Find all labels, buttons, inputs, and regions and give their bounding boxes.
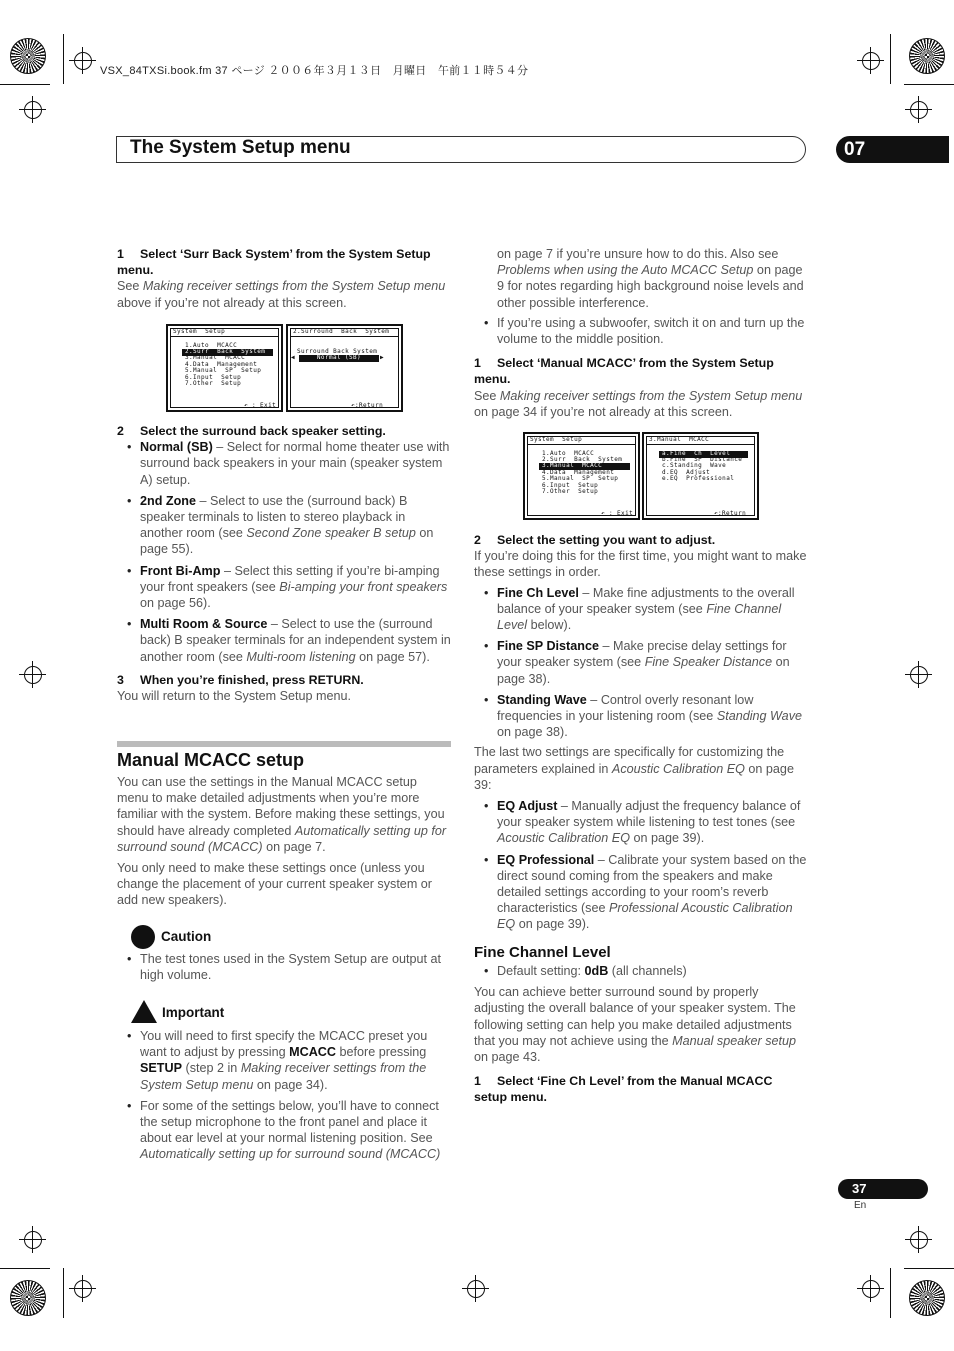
section-title: Manual MCACC setup	[117, 750, 305, 770]
crop-line	[904, 1268, 954, 1269]
osd-menu-item: 2.Surr Back System	[542, 456, 623, 463]
osd-menu-item: 6.Input Setup	[542, 482, 599, 489]
paragraph: The last two settings are specifically for customizing the parameters explained in Acoustic Calibration EQ on page 39:	[474, 745, 794, 792]
paragraph: If you’re doing this for the first time, you might want to make these settings in order.	[474, 549, 807, 580]
crop-registration-mark	[74, 1280, 92, 1298]
paragraph: See Making receiver settings from the System Setup menu above if you’re not already at this screen.	[117, 279, 446, 310]
osd-title: System Setup	[530, 436, 583, 443]
osd-left-arrow: ◀	[291, 354, 296, 361]
bullet-item: • You will need to first specify the MCACC preset you want to adjust by pressing MCACC before pressing SETUP (step 2 in Making receiver settings from the System Setup menu on page 34).	[117, 1028, 451, 1093]
print-registration-sunburst	[909, 38, 945, 74]
important-block	[117, 1028, 451, 1163]
osd-menu-item: c.Standing Wave	[662, 462, 727, 469]
step-heading: 3 When you’re finished, press RETURN.	[117, 672, 364, 687]
subsection-title: Fine Channel Level	[474, 944, 611, 961]
osd-menu-item-selected: 3.Manual MCACC	[539, 463, 630, 470]
right-column-body	[474, 532, 808, 933]
section-rule	[117, 741, 451, 747]
crop-registration-mark	[74, 52, 92, 70]
osd-label: Surround Back System	[297, 348, 378, 355]
bullet-item: • Normal (SB) – Select for normal home theater use with surround back speakers in your main (speaker system A) setup.	[117, 439, 451, 488]
bullet-item: • Front Bi-Amp – Select this setting if you’re bi-amping your front speakers (see Bi-amping your front speakers on page 56).	[117, 563, 451, 612]
bullet-item: • Fine Ch Level – Make fine adjustments to the overall balance of your speaker system (see Fine Channel Level below).	[474, 585, 808, 634]
osd-menu-item-selected: a.Fine Ch Level	[659, 451, 748, 458]
caution-label: Caution	[161, 929, 212, 944]
osd-menu-item: 3.Manual MCACC	[185, 354, 246, 361]
osd-menu-item: 5.Manual SP Setup	[185, 367, 262, 374]
fine-channel-level-block	[474, 963, 808, 1106]
crop-registration-mark	[467, 1280, 485, 1298]
manual-mcacc-intro	[117, 774, 451, 909]
bullet-item: • Default setting: 0dB (all channels)	[474, 963, 808, 979]
osd-title: 3.Manual MCACC	[649, 436, 710, 443]
crop-line	[904, 84, 954, 85]
crop-registration-mark	[910, 101, 928, 119]
step-heading: 2 Select the surround back speaker setting.	[117, 424, 386, 438]
osd-menu-item: 4.Data Management	[542, 469, 615, 476]
left-column	[117, 246, 451, 311]
osd-footer: ↶ : Exit	[244, 402, 277, 409]
right-column	[474, 246, 808, 420]
osd-menu-item: 6.Input Setup	[185, 374, 242, 381]
chapter-badge: 07	[836, 136, 949, 163]
caution-block	[117, 951, 451, 983]
bullet-item: • Multi Room & Source – Select to use the (surround back) B speaker terminals for an independent system in another room (see Multi-room listening on page 57).	[117, 616, 451, 665]
osd-screen-manual-mcacc	[642, 432, 759, 520]
step-heading: 1 Select ‘Fine Ch Level’ from the Manual MCACC setup menu.	[474, 1074, 773, 1105]
left-column-body	[117, 423, 451, 704]
crop-registration-mark	[862, 1280, 880, 1298]
osd-menu-item: d.EQ Adjust	[662, 469, 711, 476]
crop-line	[63, 1268, 64, 1318]
bullet-item: • The test tones used in the System Setup are output at high volume.	[117, 951, 451, 983]
bullet-item: • For some of the settings below, you’ll have to connect the setup microphone to the front panel and place it about ear level at your normal listening position. See Automatically setting up for surround sound (MCACC)	[117, 1098, 451, 1163]
paragraph: You will return to the System Setup menu.	[117, 689, 352, 704]
osd-footer: ↶:Return	[351, 402, 384, 409]
page-number: 37	[838, 1179, 928, 1199]
osd-menu-item: 1.Auto MCACC	[542, 450, 595, 457]
crop-line	[63, 34, 64, 84]
osd-menu-item-selected: 2.Surr Back System	[182, 349, 273, 356]
osd-menu-item: 5.Manual SP Setup	[542, 475, 619, 482]
important-warning-icon	[131, 1000, 157, 1023]
osd-menu-item: 7.Other Setup	[542, 488, 599, 495]
print-registration-sunburst	[909, 1280, 945, 1316]
crop-line	[0, 84, 50, 85]
crop-line	[890, 1268, 891, 1318]
paragraph: See Making receiver settings from the System Setup menu on page 34 if you’re not already at this screen.	[474, 388, 803, 419]
paragraph: You can use the settings in the Manual MCACC setup menu to make detailed adjustments when you’re more familiar with the system. Before making these settings, you should have already completed Automatically setting up for surround sound (MCACC) on page 7.	[117, 775, 447, 854]
step-heading: 2 Select the setting you want to adjust.	[474, 533, 716, 547]
osd-screen-system-setup	[166, 324, 283, 412]
bullet-item: • EQ Adjust – Manually adjust the frequency balance of your speaker system while listening to test tones (see Acoustic Calibration EQ on page 39).	[474, 798, 808, 847]
important-label: Important	[162, 1005, 225, 1020]
step-heading: 1 Select ‘Surr Back System’ from the System Setup menu.	[117, 247, 431, 278]
caution-hand-icon	[131, 925, 155, 949]
bullet-item: • 2nd Zone – Select to use the (surround back) B speaker terminals to listen to stereo playback in another room (see Second Zone speaker B setup on page 55).	[117, 493, 451, 558]
print-registration-sunburst	[10, 38, 46, 74]
osd-menu-item: 4.Data Management	[185, 361, 258, 368]
osd-title: 2.Surround Back System	[293, 328, 390, 335]
bullet-item: • Standing Wave – Control overly resonant low frequencies in your listening room (see Standing Wave on page 38).	[474, 692, 808, 741]
book-file-header: VSX_84TXSi.book.fm 37 ページ ２００６年３月１３日 月曜日 午前１１時５４分	[100, 65, 529, 77]
bullet-item: • Fine SP Distance – Make precise delay settings for your speaker system (see Fine Speaker Distance on page 38).	[474, 638, 808, 687]
crop-registration-mark	[862, 52, 880, 70]
crop-registration-mark	[24, 1231, 42, 1249]
step-heading: 1 Select ‘Manual MCACC’ from the System Setup menu.	[474, 356, 774, 387]
osd-menu-item: e.EQ Professional	[662, 475, 735, 482]
print-registration-sunburst	[10, 1280, 46, 1316]
osd-right-arrow: ▶	[380, 354, 385, 361]
bullet-item: • EQ Professional – Calibrate your system based on the direct sound coming from the speakers and make detailed settings according to your room’s reverb characteristics (see Professional Acoustic Calibration EQ on page 39).	[474, 852, 808, 933]
osd-menu-item: 7.Other Setup	[185, 380, 242, 387]
crop-registration-mark	[24, 666, 42, 684]
crop-registration-mark	[910, 1231, 928, 1249]
osd-title: System Setup	[173, 328, 226, 335]
osd-footer: ↶:Return	[714, 510, 747, 517]
osd-screen-surround-back	[286, 324, 403, 412]
paragraph: on page 7 if you’re unsure how to do this. Also see Problems when using the Auto MCACC Setup on page 9 for notes regarding high background noise levels and other possible interference.	[497, 247, 804, 310]
bullet-item: • If you’re using a subwoofer, switch it on and turn up the volume to the middle position.	[474, 315, 808, 347]
crop-line	[0, 1268, 50, 1269]
paragraph: You can achieve better surround sound by properly adjusting the overall balance of your speaker system. The following setting can help you make detailed adjustments that you may not achieve using the Manual speaker setup on page 43.	[474, 985, 797, 1065]
paragraph: You only need to make these settings once (unless you change the placement of your current speaker system or add new speakers).	[117, 861, 433, 908]
crop-registration-mark	[24, 101, 42, 119]
osd-footer: ↶ : Exit	[601, 510, 634, 517]
language-label: En	[854, 1200, 867, 1211]
crop-registration-mark	[910, 666, 928, 684]
crop-line	[890, 34, 891, 84]
page-title: The System Setup menu	[130, 137, 351, 158]
osd-value-selected: Normal (SB)	[299, 355, 379, 362]
osd-menu-item: 1.Auto MCACC	[185, 342, 238, 349]
osd-menu-item: b.Fine SP Distance	[662, 456, 743, 463]
osd-screen-system-setup-2	[523, 432, 640, 520]
